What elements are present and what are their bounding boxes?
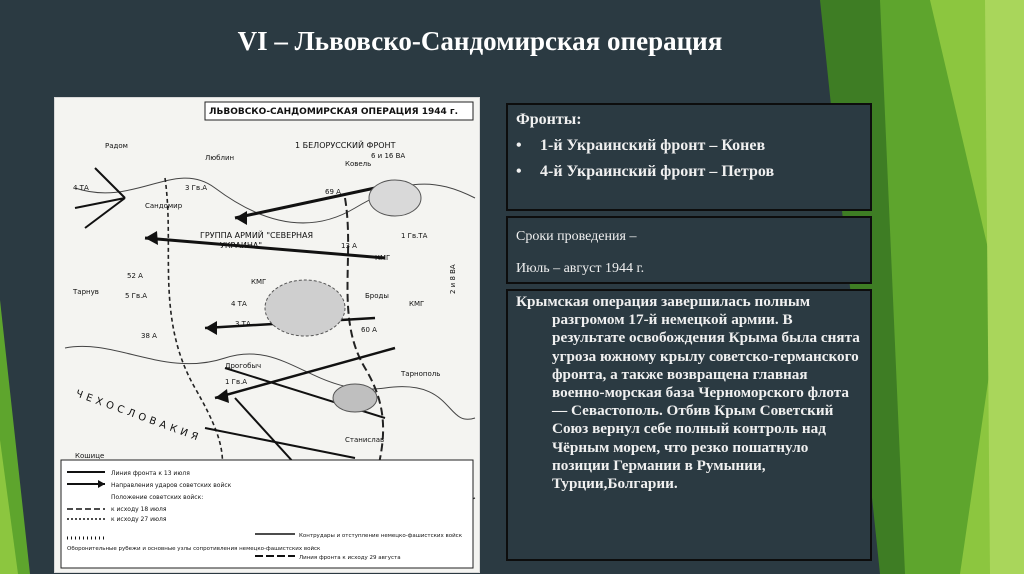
crimea-text: Крымская операция завершилась полным разгромом 17-й немецкой армии. В результате освобождения Крыма была снята угроза южному крылу советско-германского фронта, а также возвращена главная военно-морская база Черноморского флота — Севастополь. Отбив Крым Советский Союз вернул себе полный контроль над Чёрным морем, что резко пошатнуло позиции Германии в Румынии, Турции,Болгарии. xyxy=(516,293,860,493)
legend-item: Контрудары и отступление немецко-фашистских войск xyxy=(299,533,463,539)
map-city: Тарнув xyxy=(73,288,99,296)
map-army: 1 Гв.ТА xyxy=(401,232,428,240)
map-front-label: 1 БЕЛОРУССКИЙ ФРОНТ xyxy=(295,141,396,150)
map-army: 4 ТА xyxy=(231,300,247,308)
map-army: 69 А xyxy=(325,188,341,196)
legend-item: Оборонительные рубежи и основные узлы сопротивления немецко-фашистских войск xyxy=(67,546,321,552)
map-army: 52 А xyxy=(127,272,143,280)
legend-item: Направления ударов советских войск xyxy=(111,482,232,489)
crimea-box xyxy=(506,289,872,561)
map-city: Сандомир xyxy=(145,202,183,210)
dates-value: Июль – август 1944 г. xyxy=(516,261,645,276)
legend-item: Положение советских войск: xyxy=(111,494,204,501)
map-drawing xyxy=(55,98,479,572)
bullet-icon: • xyxy=(516,163,522,180)
legend-item: к исходу 18 июля xyxy=(111,506,167,513)
map-army: 2 и 8 ВА xyxy=(449,264,457,294)
fronts-list xyxy=(516,133,862,185)
map-group-label-2: УКРАИНА" xyxy=(220,241,263,250)
dates-label: Сроки проведения – xyxy=(516,229,637,244)
map-army: 13 А xyxy=(341,242,357,250)
fronts-item xyxy=(516,159,862,185)
map-army: КМГ xyxy=(409,300,425,308)
map-city: Ковель xyxy=(345,160,372,168)
map-city: Тарнополь xyxy=(401,370,441,378)
map-army: 6 и 16 ВА xyxy=(371,152,406,160)
fronts-header: Фронты: xyxy=(516,111,582,128)
slide-title: VI – Львовско-Сандомирская операция xyxy=(237,26,723,56)
map-city: Дрогобыч xyxy=(225,362,262,370)
bullet-icon: • xyxy=(516,137,522,154)
legend-item: Линия фронта к исходу 29 августа xyxy=(299,555,401,561)
map-city: Люблин xyxy=(205,154,235,162)
legend-item: к исходу 27 июля xyxy=(111,516,167,523)
map-army: КМГ xyxy=(251,278,267,286)
map-city: Кошице xyxy=(75,452,105,460)
operation-map xyxy=(54,97,480,573)
map-army: 38 А xyxy=(141,332,157,340)
map-army: 60 А xyxy=(361,326,377,334)
fronts-item-text: 4-й Украинский фронт – Петров xyxy=(540,163,775,180)
map-city: Станислав xyxy=(345,436,385,444)
map-army: 5 Гв.А xyxy=(125,292,148,300)
fronts-box xyxy=(506,103,872,211)
map-country-label: ЧЕХОСЛОВАКИЯ xyxy=(73,388,204,445)
map-city: Броды xyxy=(365,292,389,300)
fronts-item-text: 1-й Украинский фронт – Конев xyxy=(540,137,766,154)
map-title: ЛЬВОВСКО-САНДОМИРСКАЯ ОПЕРАЦИЯ 1944 г. xyxy=(209,107,459,117)
dates-box xyxy=(506,216,872,284)
map-group-label-1: ГРУППА АРМИЙ "СЕВЕРНАЯ xyxy=(200,231,314,240)
fronts-item xyxy=(516,133,862,159)
map-army: 3 Гв.А xyxy=(185,184,208,192)
map-army: КМГ xyxy=(375,254,391,262)
map-army: 1 Гв.А xyxy=(225,378,248,386)
legend-item: Линия фронта к 13 июля xyxy=(111,470,190,477)
map-army: 4 ТА xyxy=(73,184,89,192)
map-city: Радом xyxy=(105,142,128,150)
map-army: 3 ТА xyxy=(235,320,251,328)
